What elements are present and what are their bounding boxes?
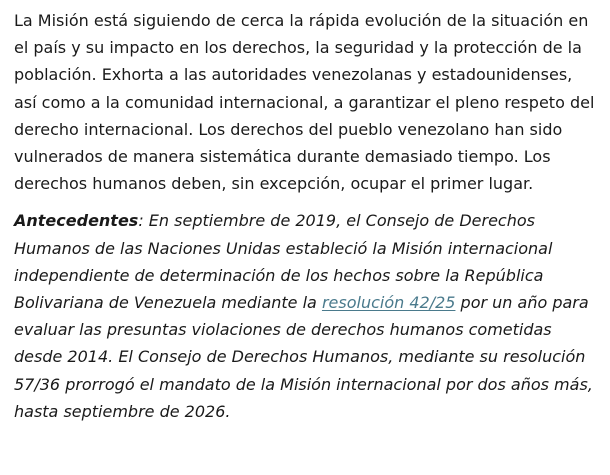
paragraph-mission-statement-text: La Misión está siguiendo de cerca la rápida evolución de la situación en el país y su impacto en los derechos, la seguridad y la protección de la población. Exhorta a las autoridades venezolanas y estadounidenses, así como a la comunidad internacional, a garantizar el pleno respeto del derecho internacional. Los derechos del pueblo venezolano han sido vulnerados de manera sistemática durante demasiado tiempo. Los derechos humanos deben, sin excepción, ocupar el primer lugar. — [14, 11, 595, 194]
background-lead: Antecedentes — [14, 211, 139, 231]
resolution-42-25-link[interactable]: resolución 42/25 — [321, 293, 456, 313]
paragraph-mission-statement — [14, 7, 596, 197]
paragraph-background — [14, 207, 596, 425]
background-text-part2: por un año para evaluar las presuntas violaciones de derechos humanos cometidas desde 2014. El Consejo de Derechos Humanos, mediante su resolución 57/36 prorrogó el mandato de la Misión internacional por dos años más, hasta septiembre de 2026. — [14, 293, 593, 421]
background-text-part1: : En septiembre de 2019, el Consejo de Derechos Humanos de las Naciones Unidas estableció la Misión internacional independiente de determinación de los hechos sobre la República Bolivariana de Venezuela mediante la — [14, 211, 553, 313]
